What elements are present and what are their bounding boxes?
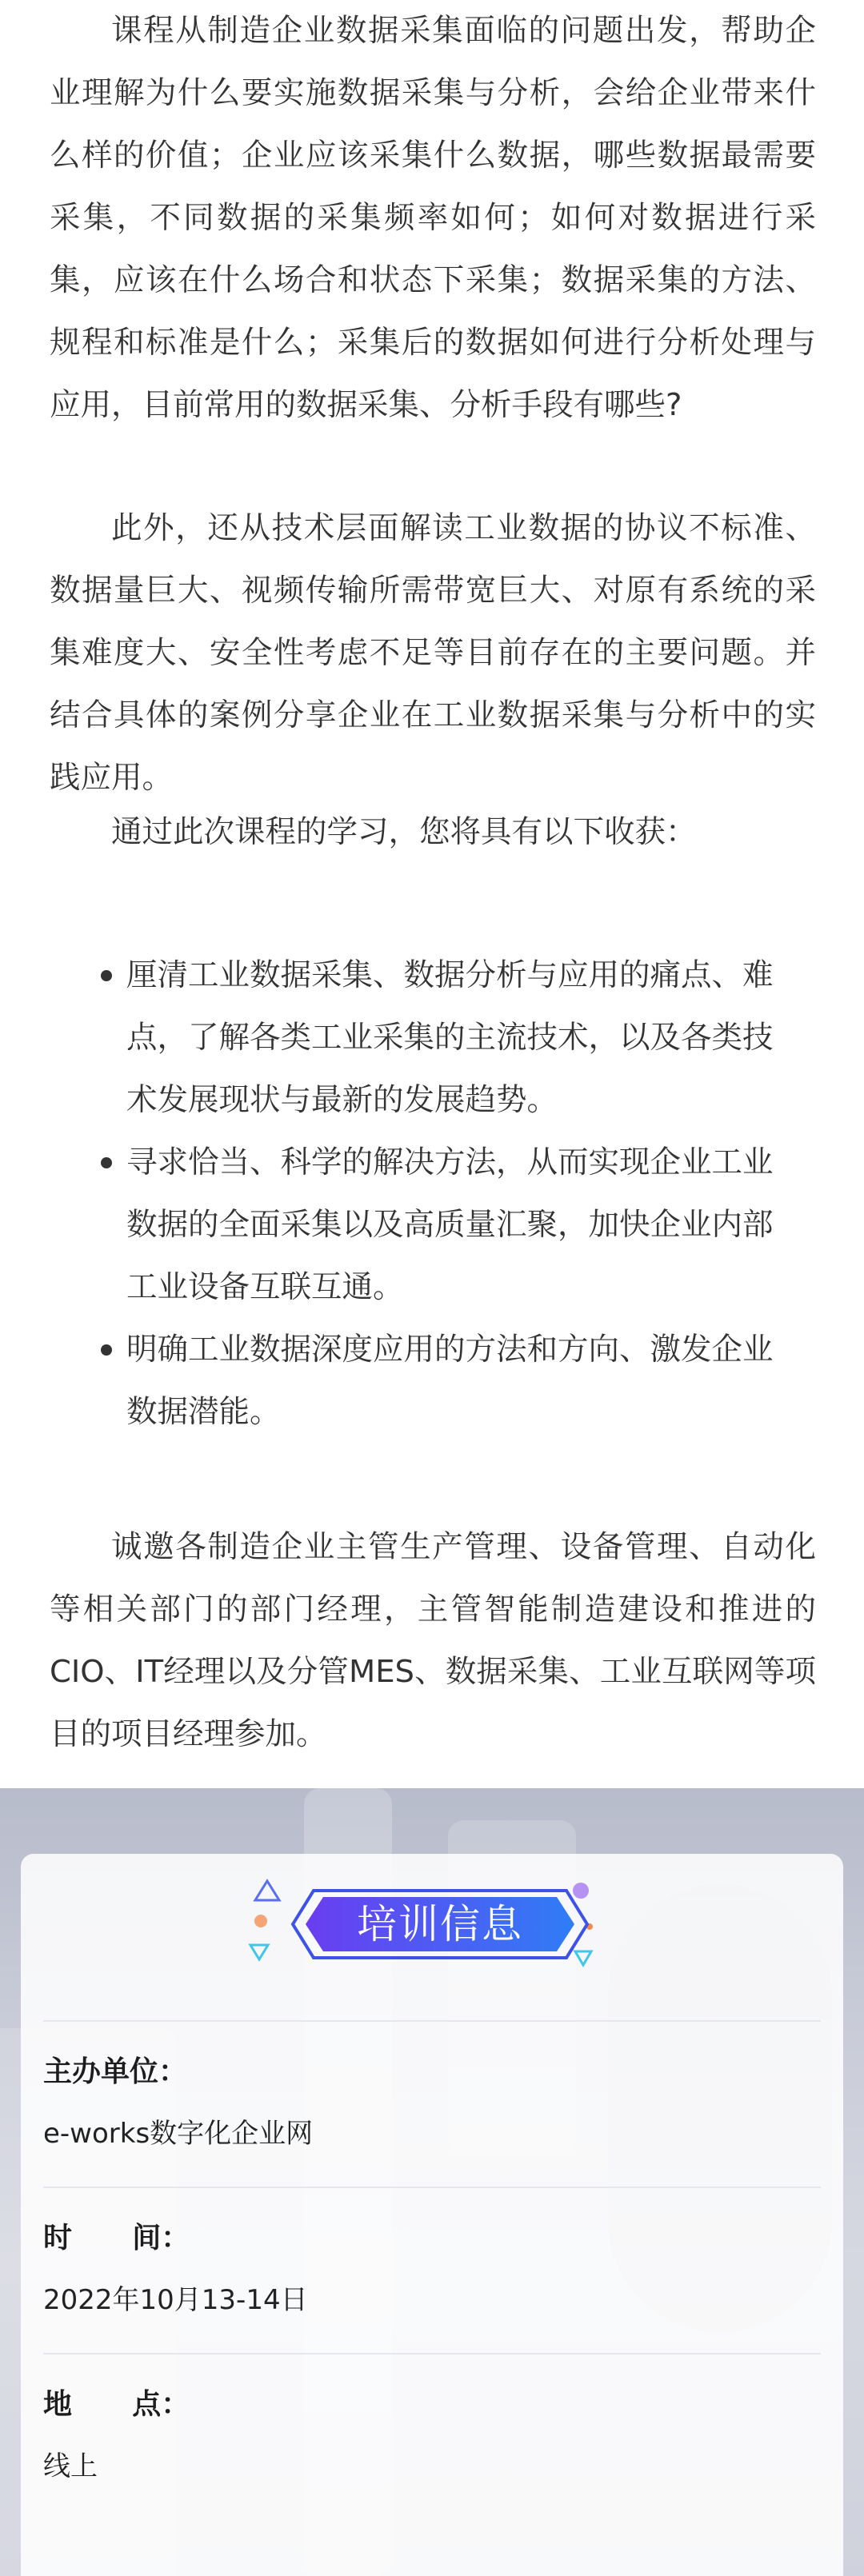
- organizer-label: 主办单位：: [43, 2055, 188, 2088]
- gains-list: [50, 945, 816, 1444]
- section-title: 培训信息: [357, 1901, 523, 1947]
- list-item: [50, 945, 816, 1132]
- list-item: [50, 1132, 816, 1319]
- divider: [43, 2187, 821, 2188]
- triangle-outline-icon: [253, 1878, 282, 1903]
- divider: [43, 2353, 821, 2354]
- gain-text: 明确工业数据深度应用的方法和方向、激发企业数据潜能。: [126, 1332, 774, 1430]
- gain-text: 厘清工业数据采集、数据分析与应用的痛点、难点，了解各类工业采集的主流技术，以及各类技术发展现状与最新的发展趋势。: [126, 957, 774, 1118]
- bullet-icon: [101, 1344, 112, 1356]
- intro-paragraph: 课程从制造企业数据采集面临的问题出发，帮助企业理解为什么要实施数据采集与分析，会给企业带来什么样的价值；企业应该采集什么数据，哪些数据最需要采集，不同数据的采集频率如何；如何对数据进行采集，应该在什么场合和状态下采集；数据采集的方法、规程和标准是什么；采集后的数据如何进行分析处理与应用，目前常用的数据采集、分析手段有哪些?: [50, 13, 816, 423]
- gain-text: 寻求恰当、科学的解决方法，从而实现企业工业数据的全面采集以及高质量汇聚，加快企业内部工业设备互联互通。: [126, 1144, 774, 1305]
- training-info-section: [0, 1788, 864, 2576]
- location-value: 线上: [43, 2450, 98, 2482]
- section-title-badge: [290, 1886, 590, 1963]
- organizer-value: e-works数字化企业网: [43, 2118, 314, 2150]
- divider: [43, 2020, 821, 2022]
- bullet-icon: [101, 970, 112, 981]
- training-info-card: [21, 1854, 843, 2576]
- location-label: 地 点：: [43, 2388, 190, 2421]
- invite-paragraph: 诚邀各制造企业主管生产管理、设备管理、自动化等相关部门的部门经理，主管智能制造建设和推进的CIO、IT经理以及分管MES、数据采集、工业互联网等项目的项目经理参加。: [50, 1529, 816, 1752]
- time-label: 时 间：: [43, 2222, 190, 2254]
- triangle-outline-icon: [248, 1942, 270, 1963]
- gains-intro: 通过此次课程的学习，您将具有以下收获：: [111, 814, 697, 850]
- circle-orange-icon: [253, 1913, 269, 1929]
- bullet-icon: [101, 1157, 112, 1168]
- list-item: [50, 1319, 816, 1444]
- tech-paragraph: 此外，还从技术层面解读工业数据的协议不标准、数据量巨大、视频传输所需带宽巨大、对原有系统的采集难度大、安全性考虑不足等目前存在的主要问题。并结合具体的案例分享企业在工业数据采集与分析中的实践应用。: [50, 510, 816, 796]
- time-value: 2022年10月13-14日: [43, 2284, 308, 2316]
